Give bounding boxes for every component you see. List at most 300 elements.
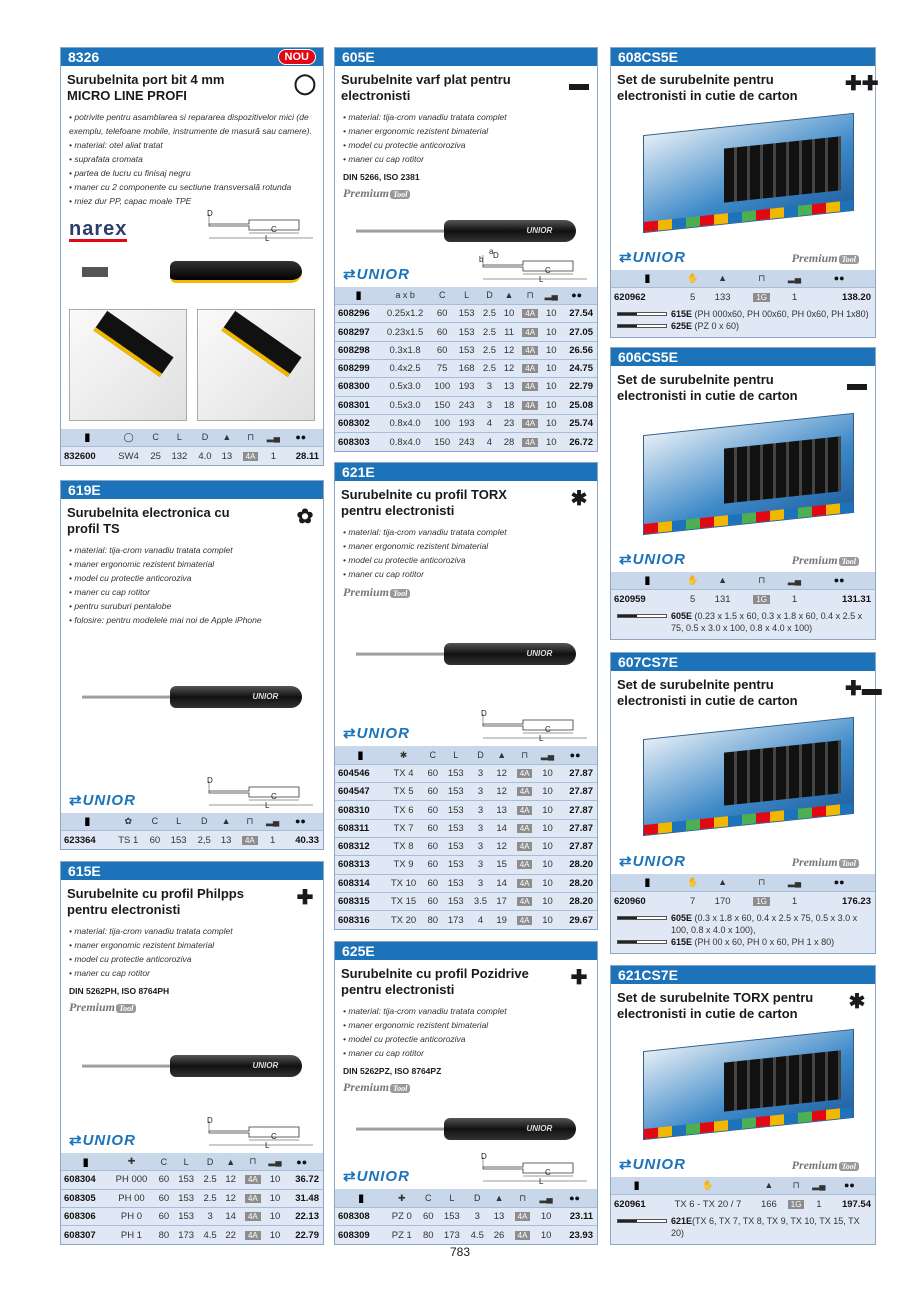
cell	[538, 874, 557, 892]
product-code: 621E	[342, 464, 375, 480]
packaging-code: 1G	[753, 897, 770, 906]
cell-value: 173	[178, 1229, 195, 1241]
price	[284, 1171, 323, 1189]
cell-value: 243	[458, 436, 475, 448]
cell-value: 36.72	[295, 1174, 319, 1186]
cell-value: 10	[546, 418, 557, 430]
article-number	[335, 911, 384, 929]
cell	[454, 341, 478, 359]
cell-value: 10	[546, 381, 557, 393]
feature-item: • maner ergonomic rezistent bimaterial	[343, 1018, 591, 1032]
title-line: pentru electronisti	[341, 503, 455, 518]
cell-value: 12	[503, 363, 515, 375]
cell-value: 3	[477, 822, 484, 834]
cell-value: TX 20	[390, 914, 417, 926]
content-code: 625E	[671, 321, 693, 331]
cell-value: 153	[447, 822, 464, 834]
cell-value: 10	[542, 914, 553, 926]
page-number: 783	[450, 1245, 471, 1259]
cell-value: 80	[158, 1229, 170, 1241]
column-header: D	[199, 1153, 221, 1171]
product-table	[335, 1189, 597, 1244]
cell	[430, 305, 454, 323]
column-header: C	[423, 746, 442, 764]
packaging-code: 4A	[522, 419, 538, 428]
cell-value: 14	[496, 877, 507, 889]
set-contents	[611, 910, 875, 953]
packaging-icon: ⊓	[509, 1189, 536, 1207]
price	[556, 1207, 597, 1225]
cell	[380, 341, 430, 359]
cell-value: 31.48	[295, 1192, 319, 1204]
feature-item: • maner cu cap rotitor	[69, 585, 317, 599]
cell-value: 608305	[64, 1192, 96, 1204]
handle-brand: UNIOR	[526, 649, 553, 659]
cell-value: 19	[496, 914, 507, 926]
cell	[465, 1226, 489, 1244]
packaging-icon: ⊓	[237, 429, 264, 447]
quantity-icon: ▂▄	[266, 1153, 285, 1171]
cell-value: 10	[542, 822, 553, 834]
weight-icon: ▲	[221, 1153, 240, 1171]
cell-value: 4	[486, 418, 493, 430]
cell	[199, 1226, 221, 1244]
mini-screwdriver-icon	[617, 324, 667, 328]
cell-value: 166	[760, 1198, 777, 1210]
feature-item: • material: tija-crom vanadiu tratata complet	[69, 924, 317, 938]
screwdriver-image	[356, 1118, 576, 1140]
cell-value: 153	[178, 1174, 195, 1186]
cell-value: 10	[542, 786, 553, 798]
column-header: L	[443, 746, 469, 764]
article-number	[335, 1207, 385, 1225]
brand-row	[611, 1139, 875, 1177]
barcode-icon: |||||||	[335, 287, 380, 305]
packaging-code: 4A	[517, 842, 533, 851]
cell-value: PZ 0	[391, 1211, 412, 1223]
cell	[489, 1226, 509, 1244]
cell	[199, 1189, 221, 1207]
phillips-pozidriv-icon: ✚✚	[845, 73, 879, 95]
torx-icon: ✱	[570, 488, 588, 510]
product-code: 607CS7E	[618, 654, 678, 670]
table-row	[335, 838, 597, 856]
column-header: C	[155, 1153, 174, 1171]
cell-value: 3	[477, 841, 484, 853]
column-header: D	[469, 746, 492, 764]
cell-value: 10	[503, 308, 515, 320]
table-row	[335, 323, 597, 341]
cell-value: 29.67	[569, 914, 593, 926]
cell	[430, 433, 454, 451]
cell-value: PZ 1	[391, 1229, 412, 1241]
cell	[469, 819, 492, 837]
cell-value: PH 0	[120, 1211, 143, 1223]
cell-value: 60	[427, 804, 439, 816]
table-row	[335, 378, 597, 396]
handle-brand: UNIOR	[526, 1123, 553, 1133]
feature-list	[61, 106, 323, 208]
premium-logo-text: Premium	[69, 1000, 116, 1014]
cell-value: TS 1	[118, 834, 139, 846]
product-panel-8326	[60, 47, 324, 466]
product-panel-605e	[334, 47, 598, 452]
article-number	[61, 831, 112, 849]
mini-screwdriver-icon	[617, 614, 667, 618]
pozidriv-icon: ✚	[385, 1189, 418, 1207]
cell-value: 26.72	[569, 436, 593, 448]
cell	[430, 360, 454, 378]
table-row	[335, 360, 597, 378]
cell-value: 10	[540, 1211, 552, 1223]
cell-value: 153	[447, 786, 464, 798]
unior-logo: ⇄ UNIOR	[343, 265, 410, 283]
cell-value: 10	[542, 804, 553, 816]
cell	[682, 590, 704, 608]
cell-value: 153	[447, 841, 464, 853]
cell	[266, 1226, 285, 1244]
set-box-image	[643, 112, 854, 232]
premium-logo	[784, 1154, 867, 1173]
cell	[742, 288, 782, 306]
cell	[511, 874, 537, 892]
cell	[500, 433, 518, 451]
cell-value: 2.5	[203, 1192, 217, 1204]
packaging-code: 4A	[517, 879, 533, 888]
cell	[443, 838, 469, 856]
cell	[500, 341, 518, 359]
packaging-code: 4A	[522, 382, 538, 391]
mini-screwdriver-icon	[617, 1219, 667, 1223]
cell	[682, 892, 704, 910]
product-panel-606cs5e	[610, 347, 876, 640]
barcode-icon: |||||||	[611, 270, 682, 288]
cell-value: SW4	[118, 450, 139, 462]
panel-header	[61, 48, 323, 66]
column-header: D	[479, 287, 500, 305]
packaging-code: 4A	[245, 1175, 261, 1184]
article-number	[61, 447, 112, 465]
cell-value: 608312	[338, 841, 370, 853]
brand-row	[611, 836, 875, 874]
feature-item: • model cu protectie anticoroziva	[69, 571, 317, 585]
dimension-label-d: D	[207, 209, 213, 218]
torx-icon: ✱	[848, 991, 866, 1013]
premium-logo-tag: Tool	[390, 589, 410, 598]
cell-value: 608300	[338, 381, 370, 393]
packaging-code: 4A	[522, 328, 538, 337]
cell-value: 620962	[614, 291, 646, 303]
cell-value: 10	[542, 896, 553, 908]
cell-value: 608307	[64, 1229, 96, 1241]
hand-icon: ✋	[682, 270, 704, 288]
cell-value: 153	[178, 1211, 195, 1223]
cell-value: 12	[225, 1192, 236, 1204]
cell	[454, 305, 478, 323]
barcode-icon: |||||||	[611, 572, 682, 590]
table-header-row	[611, 270, 875, 288]
packaging-code: 4A	[517, 897, 533, 906]
handle	[170, 261, 302, 283]
price	[807, 590, 875, 608]
cell	[430, 378, 454, 396]
cell-value: 2.5	[482, 326, 497, 338]
cell	[782, 288, 808, 306]
cell-value: 22	[225, 1229, 236, 1241]
dimension-label-l: L	[265, 800, 270, 810]
cell-value: 620959	[614, 593, 646, 605]
shaft	[82, 695, 174, 699]
cell	[660, 1195, 755, 1213]
cell-value: 60	[427, 786, 439, 798]
product-panel-621cs7e	[610, 965, 876, 1245]
handle	[444, 220, 576, 242]
content-code: 605E	[671, 611, 693, 621]
cell	[469, 892, 492, 910]
cell	[193, 447, 217, 465]
cell	[756, 1195, 783, 1213]
cell-value: 25.08	[569, 399, 593, 411]
table-row	[335, 819, 597, 837]
cell	[423, 892, 442, 910]
price	[557, 819, 597, 837]
cell-value: 22.13	[295, 1211, 319, 1223]
cell	[492, 838, 511, 856]
dimension-label-c: C	[271, 1131, 277, 1141]
cell	[438, 1207, 465, 1225]
price-icon: ●●	[807, 270, 875, 288]
packaging-code: 4A	[517, 860, 533, 869]
cell	[423, 874, 442, 892]
cell	[423, 838, 442, 856]
cell	[492, 856, 511, 874]
cell-value: 3	[477, 877, 484, 889]
cell	[469, 856, 492, 874]
table-row	[61, 1226, 323, 1244]
title-row	[611, 366, 875, 406]
cell	[500, 396, 518, 414]
feature-item: • model cu protectie anticoroziva	[343, 138, 591, 152]
cell-value: 2.5	[482, 363, 497, 375]
cell-value: 176.23	[841, 895, 871, 907]
content-code: 615E	[671, 937, 693, 947]
feature-item: • maner cu cap rotitor	[69, 966, 317, 980]
cell-value: 10	[546, 363, 557, 375]
cell	[155, 1171, 174, 1189]
cell-value: 28.20	[569, 877, 593, 889]
table-header-row	[611, 572, 875, 590]
cell	[509, 1226, 536, 1244]
cell	[418, 1226, 438, 1244]
article-number	[61, 1207, 108, 1225]
product-code: 606CS5E	[618, 349, 678, 365]
feature-item: • material: tija-crom vanadiu tratata complet	[343, 525, 591, 539]
table-row	[335, 414, 597, 432]
column-header: C	[146, 429, 166, 447]
panel-header	[611, 348, 875, 366]
cell	[500, 414, 518, 432]
price-icon: ●●	[283, 429, 323, 447]
cell	[538, 911, 557, 929]
cell-value: 10	[542, 841, 553, 853]
unior-logo: ⇄ UNIOR	[619, 1155, 686, 1173]
column-header: D	[192, 813, 216, 831]
cell	[511, 783, 537, 801]
cell	[430, 396, 454, 414]
slotted-icon: ▬	[847, 373, 867, 395]
cell-value: 4.5	[470, 1229, 484, 1241]
dimension-label-l: L	[265, 1140, 270, 1150]
cell-value: 60	[436, 308, 448, 320]
title-line: pentru electronisti	[67, 902, 181, 917]
dimension-label-l: L	[539, 274, 544, 284]
product-table	[611, 874, 875, 910]
cell-value: 153	[447, 767, 464, 779]
cell	[782, 892, 808, 910]
cell-value: TX 10	[390, 877, 417, 889]
cell	[479, 323, 500, 341]
cell-value: 604546	[338, 767, 370, 779]
cell	[438, 1226, 465, 1244]
premium-logo-text: Premium	[791, 1157, 838, 1172]
article-number	[335, 1226, 385, 1244]
premium-logo-tag: Tool	[839, 1162, 859, 1171]
column-header: L	[165, 813, 192, 831]
dimension-label-l: L	[539, 1177, 544, 1187]
product-title	[617, 990, 813, 1022]
set-content-line	[617, 320, 869, 332]
set-content-line	[617, 1215, 869, 1239]
shaft	[356, 1127, 448, 1131]
product-image	[61, 627, 323, 775]
cell-value: 23.93	[569, 1229, 593, 1241]
article-number	[611, 590, 682, 608]
cell	[384, 783, 423, 801]
cell	[443, 801, 469, 819]
cell-value: 608315	[338, 896, 370, 908]
cell-value: 13	[493, 1211, 505, 1223]
cell	[518, 323, 542, 341]
premium-logo-tag: Tool	[390, 190, 410, 199]
cell-value: 12	[503, 344, 515, 356]
weight-icon: ▲	[703, 874, 741, 892]
dimension-label-c: C	[545, 725, 551, 735]
cell-value: 243	[458, 399, 475, 411]
cell-value: 28	[503, 436, 515, 448]
article-number	[335, 414, 380, 432]
cell-value: 608298	[338, 344, 370, 356]
slotted-icon: ▬	[569, 73, 589, 95]
cell	[542, 305, 560, 323]
product-table	[335, 746, 597, 929]
product-title	[617, 677, 798, 709]
set-contents	[611, 306, 875, 337]
cell-value: 60	[422, 1211, 434, 1223]
cell	[492, 764, 511, 782]
cell-value: 23.11	[569, 1211, 593, 1223]
cell-value: 3	[486, 381, 493, 393]
table-header-row	[335, 1189, 597, 1207]
brand-row	[335, 246, 597, 287]
table-row	[61, 447, 323, 465]
table-header-row	[61, 1153, 323, 1171]
cell	[192, 831, 216, 849]
feature-item: • material: tija-crom vanadiu tratata complet	[343, 1004, 591, 1018]
content-sizes: (0.3 x 1.8 x 60, 0.4 x 2.5 x 75, 0.5 x 3.0 x 100, 0.8 x 4.0 x 100),	[671, 913, 858, 935]
cell	[165, 831, 192, 849]
cell	[166, 447, 193, 465]
premium-logo-tag: Tool	[116, 1004, 136, 1013]
brand-row	[61, 1115, 323, 1153]
cell	[217, 447, 237, 465]
table-row	[335, 874, 597, 892]
brand-row	[61, 775, 323, 813]
cell	[155, 1226, 174, 1244]
title-line: Set de surubelnite pentru	[617, 72, 774, 87]
cell-value: 10	[546, 344, 557, 356]
cell	[240, 1207, 266, 1225]
title-line: electronisti	[341, 88, 411, 103]
cell	[518, 305, 542, 323]
premium-logo-text: Premium	[791, 250, 838, 265]
cell	[108, 1226, 154, 1244]
cell-value: 608303	[338, 436, 370, 448]
cell	[443, 783, 469, 801]
premium-logo	[335, 1076, 597, 1095]
cell-value: 26	[493, 1229, 505, 1241]
packaging-icon: ⊓	[742, 572, 782, 590]
cell	[479, 360, 500, 378]
weight-icon: ▲	[703, 270, 741, 288]
cell	[384, 764, 423, 782]
product-panel-619e	[60, 480, 324, 850]
table-row	[335, 305, 597, 323]
feature-item: • maner ergonomic rezistent bimaterial	[343, 539, 591, 553]
cell	[492, 783, 511, 801]
cell	[542, 396, 560, 414]
title-line: electronisti in cutie de carton	[617, 388, 798, 403]
title-line: Surubelnite cu profil Philpps	[67, 886, 244, 901]
cell	[112, 831, 145, 849]
cell-value: 12	[496, 786, 507, 798]
weight-icon: ▲	[500, 287, 518, 305]
cell-value: 10	[269, 1174, 281, 1186]
price-icon: ●●	[284, 1153, 323, 1171]
cell	[454, 360, 478, 378]
handle	[170, 1055, 302, 1077]
cell	[489, 1207, 509, 1225]
packaging-code: 4A	[242, 836, 258, 845]
cell-value: 1	[791, 593, 798, 605]
cell	[500, 323, 518, 341]
dimension-diagram	[479, 708, 589, 742]
cell-value: 3	[477, 767, 484, 779]
packaging-code: 4A	[245, 1194, 261, 1203]
dimension-label-d: D	[481, 1152, 487, 1162]
dimension-label-d: D	[207, 775, 213, 785]
cell-value: PH 1	[120, 1229, 143, 1241]
cell-value: 620960	[614, 895, 646, 907]
packaging-code: 4A	[517, 806, 533, 815]
content-sizes: (PH 00 x 60, PH 0 x 60, PH 1 x 80)	[692, 937, 835, 947]
feature-list	[335, 1000, 597, 1060]
price-icon: ●●	[282, 813, 323, 831]
cell	[266, 1207, 285, 1225]
product-image	[61, 1015, 323, 1115]
cell-value: 40.33	[295, 834, 319, 846]
shaft	[356, 652, 448, 656]
cell	[418, 1207, 438, 1225]
